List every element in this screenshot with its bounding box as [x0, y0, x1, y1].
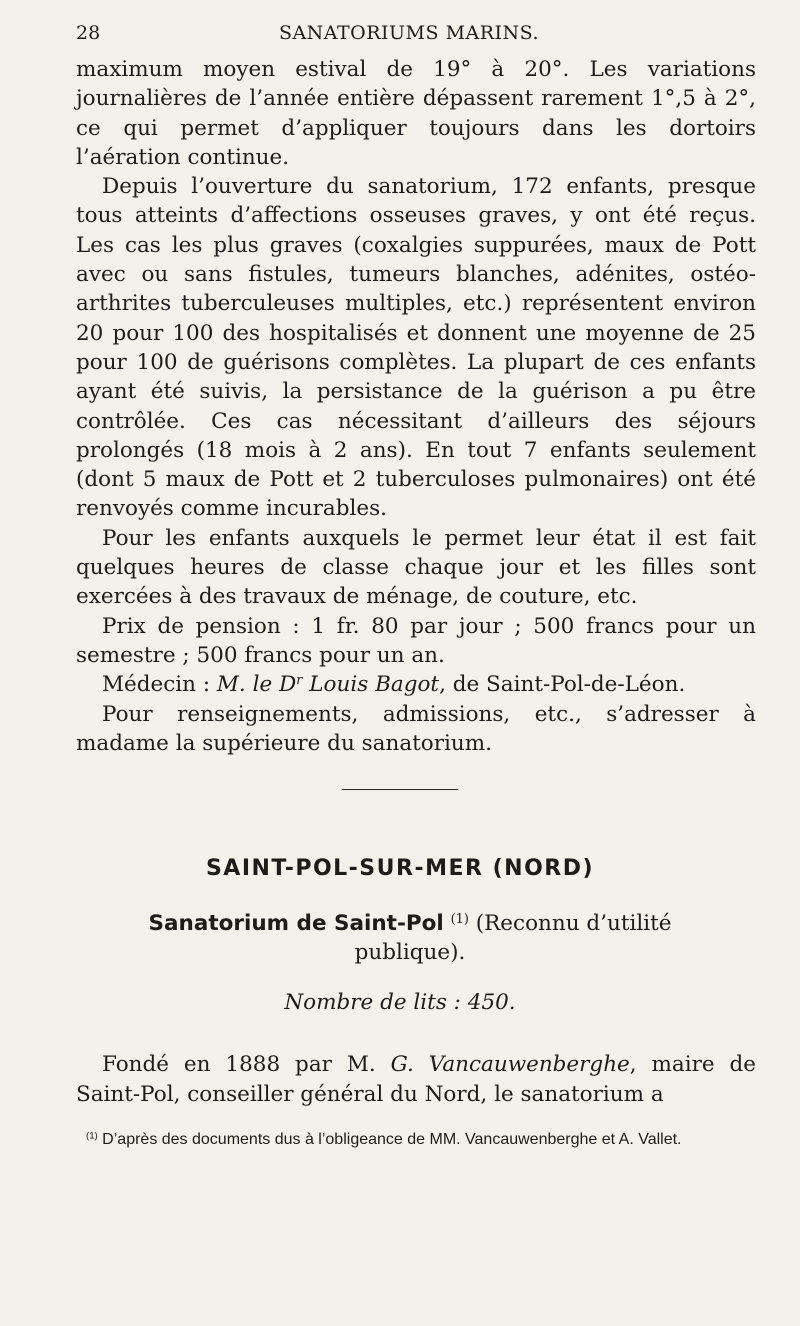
paragraph-price: Prix de pension : 1 fr. 80 par jour ; 500 francs pour un semestre ; 500 francs pour un an. — [76, 613, 756, 668]
paragraph-founding: Fondé en 1888 par M. G. Vancauwenberghe, maire de Saint-Pol, conseiller général du Nord, le sanatorium a — [76, 1052, 757, 1107]
sanatorium-name: Sanatorium de Saint-Pol — [148, 911, 444, 936]
doctor-name: M. le $D^r$ Louis Bagot — [216, 672, 440, 698]
founding-text — [76, 1050, 756, 1110]
footnote — [76, 1130, 756, 1151]
sanatorium-title — [130, 909, 690, 968]
founder-name: G. Vancauwenberghe — [390, 1052, 630, 1077]
section-divider — [0, 775, 800, 794]
footnote-text: D’après des documents dus à l’obligeance de MM. Vancauwenberghe et A. Vallet. — [97, 1131, 682, 1148]
running-title: SANATORIUMS MARINS. — [278, 22, 540, 44]
paragraph-patients: Depuis l’ouverture du sanatorium, 172 enfants, presque tous atteints d’affections osseuses graves, y ont été reçus. Les cas les plus graves (coxalgies suppurées, maux de Pott avec ou sans fistules, tumeurs blanches, adénites, ostéo-arthrites tuberculeuses multiples, etc.) représentent environ 20 pour 100 des hospitalisés et donnent une moyenne de 25 pour 100 de guérisons complètes. La plupart de ces enfants ayant été suivis, la persistance de la guérison a pu être contrôlée. Ces cas nécessitant d’ailleurs des séjours prolongés (18 mois à 2 ans). En tout 7 enfants seulement (dont 5 maux de Pott et 2 tuberculoses pulmonaires) ont été renvoyés comme incurables. — [76, 174, 756, 522]
doctor-prefix: Médecin : — [102, 672, 217, 698]
page-header — [76, 22, 742, 52]
page-number: 28 — [76, 22, 101, 44]
paragraph-schooling: Pour les enfants auxquels le permet leur état il est fait quelques heures de classe chaque jour et les filles sont exercées à des travaux de ménage, de couture, etc. — [76, 525, 756, 610]
section-heading: SAINT-POL-SUR-MER (NORD) — [205, 856, 595, 881]
footnote-reference: (1) — [450, 911, 469, 927]
paragraph-doctor — [76, 670, 756, 699]
paragraph-continuation: maximum moyen estival de 19° à 20°. Les variations journalières de l’année entière dépassent rarement 1°,5 à 2°, ce qui permet d’appliquer toujours dans les dortoirs l’aération continue. — [76, 57, 756, 170]
sanatorium-status: (Reconnu d’utilité publique). — [354, 911, 672, 966]
bed-count: Nombre de lits : 450. — [284, 990, 516, 1015]
paragraph-contact: Pour renseignements, admissions, etc., s’adresser à madame la supérieure du sanatorium. — [76, 701, 756, 756]
doctor-location: , de Saint-Pol-de-Léon. — [439, 672, 686, 698]
footnote-marker: (1) — [86, 1130, 98, 1142]
main-text — [76, 55, 756, 758]
